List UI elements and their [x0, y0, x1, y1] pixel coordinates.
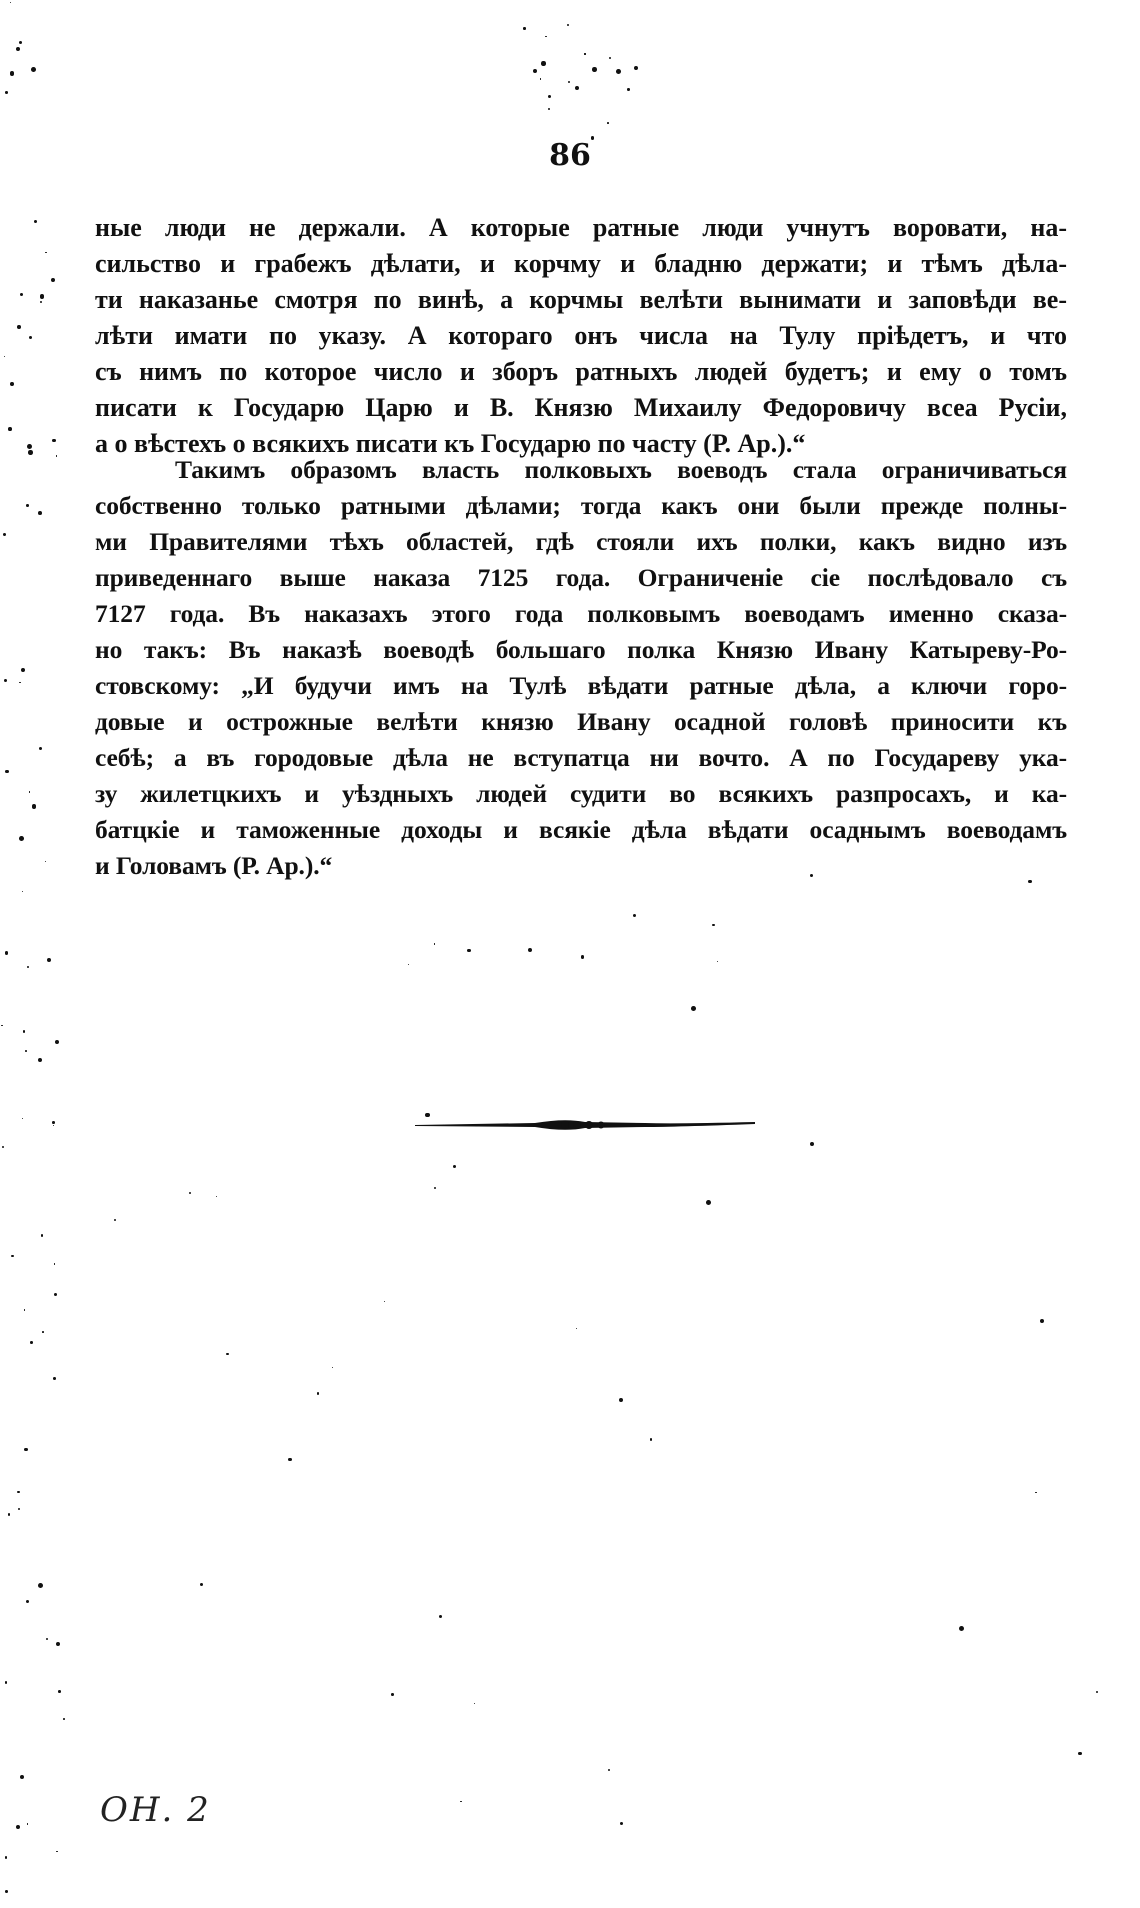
print-speck: [620, 1822, 623, 1825]
print-speck: [4, 679, 7, 682]
print-speck: [11, 1255, 14, 1258]
print-speck: [45, 252, 47, 254]
print-speck: [633, 914, 636, 917]
print-speck: [45, 861, 46, 862]
page-number: 86: [549, 138, 591, 173]
print-speck: [545, 36, 546, 37]
print-speck: [226, 1353, 229, 1356]
print-speck: [32, 804, 37, 809]
print-speck: [1, 1025, 2, 1026]
print-speck: [1040, 1319, 1044, 1323]
print-speck: [24, 1309, 26, 1311]
print-speck: [541, 61, 545, 65]
print-speck: [1096, 1691, 1098, 1693]
print-speck: [56, 455, 57, 456]
print-speck: [27, 966, 29, 968]
print-speck: [609, 57, 611, 59]
print-speck: [41, 1234, 44, 1237]
print-speck: [10, 2, 12, 4]
print-speck: [592, 67, 597, 72]
print-speck: [581, 955, 585, 959]
print-speck: [20, 293, 23, 296]
print-speck: [47, 958, 51, 962]
paragraph-2: [95, 452, 1067, 884]
print-speck: [26, 1600, 29, 1603]
text-line: стовскому: „И будучи имъ на Тулѣ вѣдати ратные дѣла, а ключи горо-: [95, 671, 1067, 700]
print-speck: [712, 924, 714, 926]
print-speck: [56, 1642, 61, 1647]
print-speck: [4, 356, 5, 357]
print-speck: [3, 533, 6, 536]
print-speck: [42, 1331, 44, 1333]
ornament-divider: [415, 1110, 755, 1140]
print-speck: [40, 294, 45, 299]
text-line: ти наказанье смотря по винѣ, а корчмы велѣти вынимати и заповѣди ве-: [95, 285, 1067, 314]
print-speck: [28, 450, 33, 455]
text-line: довые и острожные велѣти князю Ивану осадной головѣ приносити къ: [95, 707, 1067, 736]
print-speck: [53, 1377, 56, 1380]
print-speck: [19, 41, 22, 44]
print-speck: [706, 1200, 711, 1205]
print-speck: [391, 1693, 394, 1696]
print-speck: [434, 1187, 436, 1189]
text-line: а о вѣстехъ о всякихъ писати къ Государю по часту (Р. Ар.).“: [95, 429, 806, 458]
text-line: и Головамъ (Р. Ар.).“: [95, 851, 333, 880]
print-speck: [616, 69, 621, 74]
print-speck: [40, 301, 42, 303]
print-speck: [467, 949, 470, 952]
print-speck: [26, 504, 29, 507]
print-speck: [29, 791, 30, 792]
print-speck: [540, 78, 541, 79]
print-speck: [16, 1825, 20, 1829]
print-speck: [19, 836, 24, 841]
text-line: Такимъ образомъ власть полковыхъ воеводъ стала ограничиваться: [175, 455, 1067, 484]
print-speck: [959, 1626, 964, 1631]
print-speck: [22, 891, 23, 892]
print-speck: [114, 1219, 116, 1221]
print-speck: [8, 427, 12, 431]
print-speck: [20, 1775, 24, 1779]
print-speck: [548, 108, 550, 110]
text-line: писати к Государю Царю и В. Князю Михаилу Федоровичу всеа Русіи,: [95, 393, 1067, 422]
print-speck: [189, 1192, 191, 1194]
print-speck: [27, 444, 32, 449]
print-speck: [627, 88, 630, 91]
text-line: приведеннаго выше наказа 7125 года. Ограниченіе сіе послѣдовало съ: [95, 563, 1067, 592]
print-speck: [576, 1328, 577, 1329]
print-speck: [5, 1681, 7, 1683]
print-speck: [408, 964, 409, 965]
print-speck: [584, 53, 585, 54]
print-speck: [717, 961, 718, 962]
text-line: ные люди не держали. А которые ратные люди учнутъ воровати, на-: [95, 213, 1067, 242]
print-speck: [460, 1801, 462, 1803]
print-speck: [453, 1165, 457, 1169]
print-speck: [53, 1125, 54, 1126]
print-speck: [31, 67, 36, 72]
text-line: себѣ; а въ городовые дѣла не вступатца ни вочто. А по Государеву ука-: [95, 743, 1067, 772]
print-speck: [39, 747, 42, 750]
print-speck: [575, 86, 579, 90]
print-speck: [5, 770, 8, 773]
print-speck: [27, 1823, 28, 1824]
print-speck: [55, 1040, 59, 1044]
print-speck: [2, 1146, 4, 1148]
print-speck: [17, 1491, 20, 1494]
text-line: лѣти имати по указу. А котораго онъ числа на Тулу пріѣдетъ, и что: [95, 321, 1067, 350]
text-line: зу жилетцкихъ и уѣздныхъ людей судити во всякихъ разпросахъ, и ка-: [95, 779, 1067, 808]
print-speck: [22, 1118, 23, 1119]
print-speck: [5, 1890, 8, 1893]
print-speck: [288, 1458, 291, 1461]
print-speck: [634, 66, 639, 71]
print-speck: [17, 325, 21, 329]
print-speck: [5, 91, 8, 94]
text-line: 7127 года. Въ наказахъ этого года полковымъ воеводамъ именно сказа-: [95, 599, 1067, 628]
print-speck: [434, 943, 435, 944]
print-speck: [58, 1690, 61, 1693]
print-speck: [56, 1851, 57, 1852]
print-speck: [810, 1142, 814, 1146]
print-speck: [567, 24, 569, 26]
print-speck: [10, 382, 14, 386]
paragraph-1: [95, 210, 1067, 462]
print-speck: [30, 1341, 33, 1344]
handwritten-note: ОН. 2: [100, 1790, 211, 1830]
print-speck: [384, 1301, 385, 1302]
text-line: съ нимъ по которое число и зборъ ратныхъ людей будетъ; и ему о томъ: [95, 357, 1067, 386]
print-speck: [18, 1508, 20, 1510]
print-speck: [23, 1030, 26, 1033]
print-speck: [38, 511, 42, 515]
text-line: ми Правителями тѣхъ областей, гдѣ стояли ихъ полки, какъ видно изъ: [95, 527, 1067, 556]
print-speck: [608, 1769, 611, 1772]
text-line: собственно только ратными дѣлами; тогда какъ они были прежде полны-: [95, 491, 1067, 520]
text-line: батцкіе и таможенные доходы и всякіе дѣла вѣдати осаднымъ воеводамъ: [95, 815, 1067, 844]
print-speck: [533, 69, 538, 74]
print-speck: [25, 1050, 27, 1052]
print-speck: [548, 95, 551, 98]
print-speck: [317, 1392, 319, 1394]
print-speck: [8, 1513, 11, 1516]
print-speck: [216, 1196, 218, 1198]
print-speck: [51, 278, 55, 282]
print-speck: [619, 1398, 623, 1402]
print-speck: [16, 47, 21, 52]
text-line: но такъ: Въ наказѣ воеводѣ большаго полка Князю Ивану Катыреву-Ро-: [95, 635, 1067, 664]
print-speck: [38, 1058, 42, 1062]
print-speck: [1035, 1492, 1037, 1494]
print-speck: [439, 1615, 443, 1619]
print-speck: [5, 951, 9, 955]
print-speck: [691, 1006, 696, 1011]
print-speck: [34, 220, 37, 223]
print-speck: [52, 1121, 55, 1124]
print-speck: [52, 439, 56, 443]
print-speck: [332, 1367, 333, 1368]
print-speck: [21, 668, 25, 672]
print-speck: [46, 1638, 48, 1640]
text-line: сильство и грабежъ дѣлати, и корчму и бладню держати; и тѣмъ дѣла-: [95, 249, 1067, 278]
print-speck: [607, 122, 609, 124]
print-speck: [29, 336, 32, 339]
print-speck: [1078, 1752, 1082, 1756]
print-speck: [200, 1583, 203, 1586]
print-speck: [54, 1263, 55, 1264]
print-speck: [5, 1856, 8, 1859]
print-speck: [10, 71, 14, 75]
print-speck: [650, 1438, 652, 1440]
print-speck: [19, 682, 20, 683]
print-speck: [38, 1583, 43, 1588]
print-speck: [528, 948, 532, 952]
print-speck: [523, 27, 525, 29]
print-speck: [54, 1293, 57, 1296]
print-speck: [24, 1448, 27, 1451]
print-speck: [568, 81, 570, 83]
print-speck: [474, 1703, 475, 1704]
print-speck: [63, 1718, 65, 1720]
